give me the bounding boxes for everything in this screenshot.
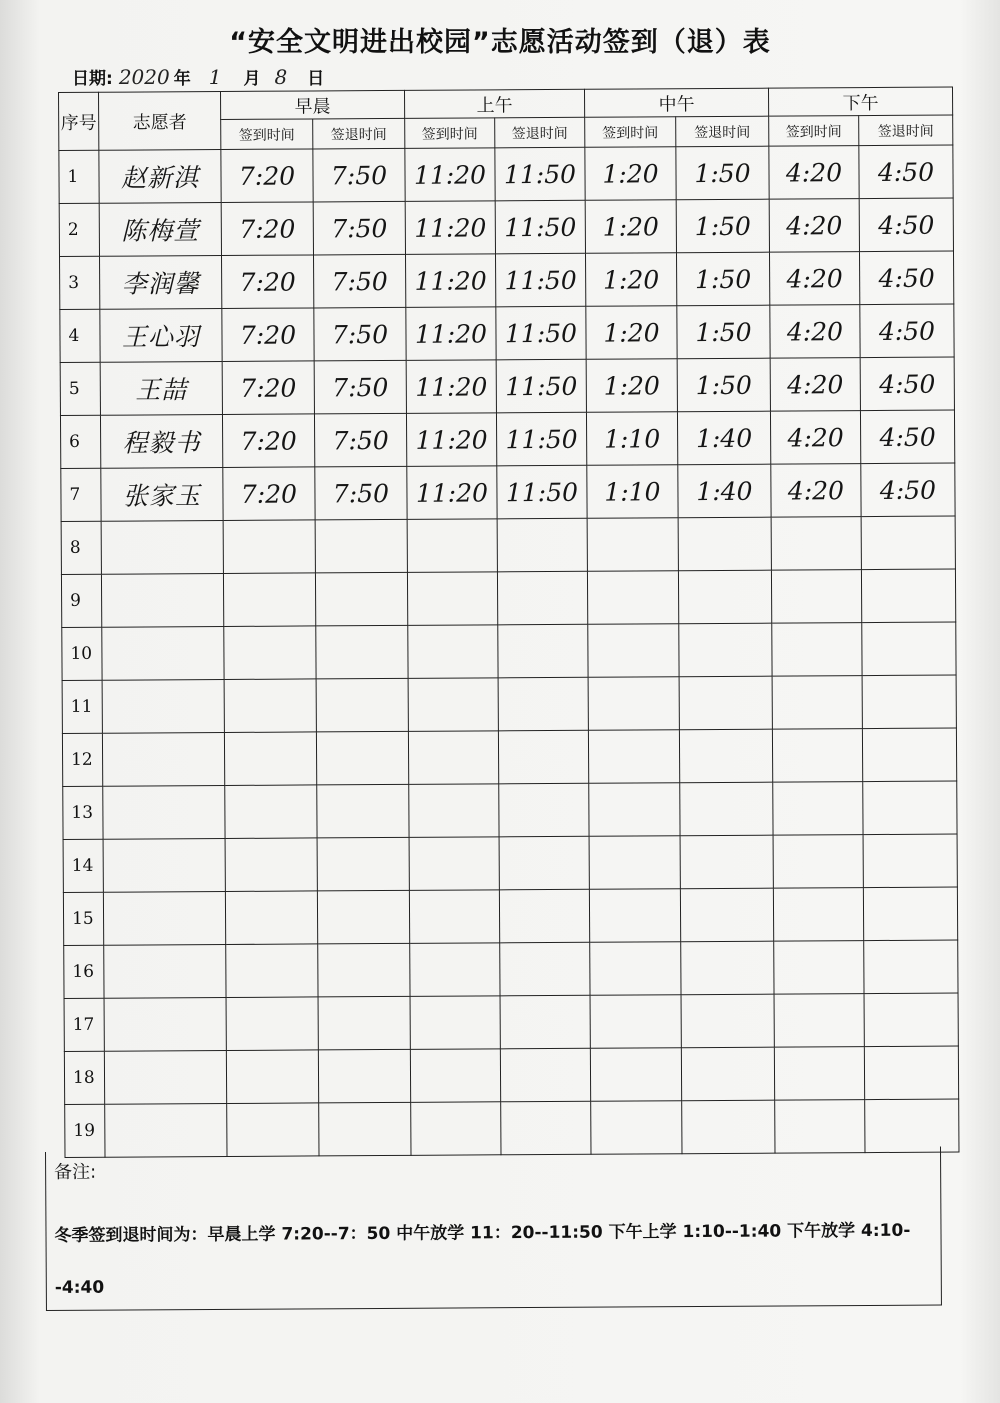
sign-out-time-cell — [864, 940, 958, 994]
sign-in-time-cell: 11:20 — [406, 360, 496, 414]
sign-in-time-cell — [409, 890, 499, 944]
sign-in-time-cell — [409, 784, 499, 838]
sign-in-time-cell: 11:20 — [406, 413, 496, 467]
volunteer-name: 张家玉 — [101, 468, 223, 522]
sign-in-time-cell: 4:20 — [770, 411, 860, 465]
sign-out-time-cell — [681, 994, 774, 1048]
sign-in-time-cell: 11:20 — [407, 466, 497, 520]
sign-in-time-cell: 7:20 — [221, 149, 313, 203]
header-volunteer: 志愿者 — [99, 92, 221, 151]
sign-out-time-cell — [863, 781, 957, 835]
sign-in-table — [58, 87, 959, 1158]
sign-out-time-cell: 7:50 — [314, 360, 406, 414]
date-day-value: 8 — [274, 65, 288, 89]
sign-in-time-cell — [589, 836, 680, 890]
row-number: 18 — [64, 1051, 104, 1104]
sign-in-time-cell: 1:10 — [586, 412, 677, 466]
sign-out-time-cell: 4:50 — [859, 145, 953, 199]
sign-in-time-cell — [590, 995, 681, 1049]
sign-in-time-cell: 7:20 — [222, 255, 314, 309]
sign-out-time-cell — [862, 622, 956, 676]
sign-out-time-cell: 1:50 — [677, 305, 770, 359]
sign-in-time-cell: 7:20 — [222, 361, 314, 415]
header-period-morning: 早晨 — [221, 90, 405, 119]
row-number: 19 — [65, 1104, 105, 1157]
row-number: 14 — [63, 839, 103, 892]
table-row — [63, 781, 957, 839]
header-sign-out: 签退时间 — [313, 118, 405, 149]
sign-out-time-cell: 4:50 — [861, 463, 955, 517]
header-sign-out: 签退时间 — [495, 117, 585, 148]
sign-out-time-cell: 1:40 — [678, 464, 771, 518]
table-row — [60, 304, 954, 362]
sign-in-time-cell: 11:20 — [405, 201, 495, 255]
sign-in-time-cell — [411, 1102, 501, 1156]
sign-in-time-cell — [410, 943, 500, 997]
table-header — [59, 87, 953, 150]
row-number: 6 — [60, 415, 100, 468]
sign-in-time-cell — [224, 732, 316, 786]
sign-in-time-cell — [771, 570, 861, 624]
sign-in-time-cell — [773, 835, 863, 889]
table-row — [60, 357, 954, 415]
sign-out-time-cell — [682, 1100, 775, 1154]
table-row — [61, 516, 955, 574]
sign-out-time-cell — [678, 517, 771, 571]
sign-in-time-cell — [224, 626, 316, 680]
volunteer-name — [104, 944, 226, 998]
sign-out-time-cell: 7:50 — [314, 307, 406, 361]
sign-out-time-cell — [861, 569, 955, 623]
sign-out-time-cell: 4:50 — [859, 198, 953, 252]
sign-in-time-cell — [775, 1100, 865, 1154]
sign-in-time-cell — [227, 1103, 319, 1157]
sign-out-time-cell — [679, 676, 772, 730]
table-row — [63, 834, 957, 892]
row-number: 1 — [59, 150, 99, 203]
sign-out-time-cell — [679, 623, 772, 677]
sign-out-time-cell: 7:50 — [313, 148, 405, 202]
table-row — [64, 993, 958, 1051]
sign-out-time-cell — [678, 570, 771, 624]
row-number: 12 — [62, 733, 102, 786]
table-row — [59, 198, 953, 256]
volunteer-name — [102, 732, 224, 786]
sign-out-time-cell: 11:50 — [496, 359, 586, 413]
sign-out-time-cell — [498, 624, 588, 678]
sign-out-time-cell — [680, 888, 773, 942]
sign-in-time-cell — [774, 941, 864, 995]
sign-in-time-cell — [588, 730, 679, 784]
sign-in-time-cell — [410, 1049, 500, 1103]
sign-in-time-cell — [408, 731, 498, 785]
sign-in-time-cell — [224, 679, 316, 733]
sign-out-time-cell — [316, 625, 408, 679]
sign-in-time-cell: 11:20 — [405, 148, 495, 202]
sign-out-time-cell — [680, 835, 773, 889]
notes-box — [45, 1147, 942, 1311]
sign-out-time-cell — [498, 730, 588, 784]
table-row — [60, 410, 954, 468]
volunteer-name: 李润馨 — [100, 256, 222, 310]
sign-out-time-cell: 7:50 — [314, 413, 406, 467]
volunteer-name — [104, 997, 226, 1051]
sign-out-time-cell — [317, 890, 409, 944]
sign-out-time-cell — [865, 1099, 959, 1153]
sign-out-time-cell: 1:50 — [676, 199, 769, 253]
header-sign-out: 签退时间 — [676, 116, 769, 147]
row-number: 2 — [59, 203, 99, 256]
sign-out-time-cell — [864, 1046, 958, 1100]
sign-in-time-cell — [588, 624, 679, 678]
sign-out-time-cell — [317, 837, 409, 891]
sign-in-time-cell — [772, 729, 862, 783]
sign-in-time-cell: 7:20 — [221, 202, 313, 256]
volunteer-name — [101, 520, 223, 574]
table-row — [61, 463, 955, 521]
header-sign-out: 签退时间 — [859, 115, 953, 146]
sign-in-time-cell: 11:20 — [406, 307, 496, 361]
sign-out-time-cell — [862, 675, 956, 729]
sign-out-time-cell — [317, 784, 409, 838]
sign-in-time-cell — [590, 942, 681, 996]
sign-out-time-cell — [681, 941, 774, 995]
sign-in-time-cell — [773, 782, 863, 836]
sign-in-time-cell — [223, 573, 315, 627]
sign-in-time-cell — [771, 517, 861, 571]
table-row — [61, 569, 955, 627]
sign-out-time-cell — [863, 887, 957, 941]
header-period-afternoon: 下午 — [768, 87, 952, 116]
table-body — [59, 145, 959, 1157]
table-row — [60, 251, 954, 309]
table-row — [62, 675, 956, 733]
sign-out-time-cell: 4:50 — [860, 410, 954, 464]
sign-in-time-cell — [774, 1047, 864, 1101]
sign-in-time-cell — [587, 571, 678, 625]
sign-out-time-cell — [315, 519, 407, 573]
volunteer-name: 王喆 — [100, 362, 222, 416]
sign-out-time-cell: 1:50 — [676, 252, 769, 306]
sign-out-time-cell — [500, 995, 590, 1049]
volunteer-name — [103, 891, 225, 945]
sign-out-time-cell — [497, 571, 587, 625]
sign-out-time-cell — [499, 889, 589, 943]
sign-in-time-cell — [225, 838, 317, 892]
sign-out-time-cell — [680, 782, 773, 836]
table-row — [63, 887, 957, 945]
sign-out-time-cell: 7:50 — [313, 201, 405, 255]
sign-out-time-cell: 4:50 — [860, 304, 954, 358]
sign-out-time-cell — [862, 728, 956, 782]
sign-out-time-cell — [861, 516, 955, 570]
table-row — [62, 622, 956, 680]
volunteer-name — [101, 573, 223, 627]
header-sign-in: 签到时间 — [585, 117, 676, 148]
sign-out-time-cell: 1:40 — [677, 411, 770, 465]
sign-out-time-cell — [500, 1048, 590, 1102]
sign-out-time-cell: 1:50 — [677, 358, 770, 412]
sign-out-time-cell: 4:50 — [859, 251, 953, 305]
sign-out-time-cell — [318, 996, 410, 1050]
row-number: 17 — [64, 998, 104, 1051]
sign-out-time-cell — [499, 783, 589, 837]
sign-in-time-cell — [772, 623, 862, 677]
row-number: 8 — [61, 521, 101, 574]
sign-in-time-cell — [408, 678, 498, 732]
sign-in-time-cell — [225, 891, 317, 945]
sign-out-time-cell — [316, 678, 408, 732]
sign-in-time-cell: 4:20 — [769, 252, 859, 306]
sign-out-time-cell — [501, 1101, 591, 1155]
sign-in-time-cell — [589, 889, 680, 943]
volunteer-name: 赵新淇 — [99, 150, 221, 204]
date-year-label: 年 — [173, 69, 191, 89]
sign-in-time-cell: 7:20 — [223, 467, 315, 521]
row-number: 10 — [62, 627, 102, 680]
notes-label: 备注: — [54, 1161, 97, 1183]
sign-out-time-cell: 11:50 — [495, 147, 585, 201]
sign-out-time-cell — [319, 1102, 411, 1156]
sign-out-time-cell — [863, 834, 957, 888]
sign-in-time-cell — [407, 519, 497, 573]
sign-in-time-cell: 4:20 — [769, 146, 859, 200]
date-line — [72, 64, 328, 89]
sign-in-time-cell — [225, 785, 317, 839]
row-number: 11 — [62, 680, 102, 733]
sign-in-time-cell: 4:20 — [771, 464, 861, 518]
notes-text: 冬季签到退时间为：早晨上学 7:20--7：50 中午放学 11：20--11:50 下午上学 1:10--1:40 下午放学 4:10--4:40 — [54, 1220, 911, 1298]
row-number: 4 — [60, 309, 100, 362]
sign-out-time-cell — [497, 518, 587, 572]
sign-out-time-cell: 7:50 — [315, 466, 407, 520]
sign-out-time-cell — [318, 1049, 410, 1103]
sign-in-time-cell — [587, 518, 678, 572]
header-period-noon: 中午 — [584, 88, 768, 117]
sign-in-time-cell — [773, 888, 863, 942]
sign-in-time-cell — [407, 572, 497, 626]
sign-out-time-cell — [500, 942, 590, 996]
sign-out-time-cell: 11:50 — [495, 200, 585, 254]
header-sign-in: 签到时间 — [769, 116, 859, 147]
volunteer-name: 陈梅萱 — [99, 203, 221, 257]
sign-in-time-cell — [772, 676, 862, 730]
row-number: 16 — [64, 945, 104, 998]
date-month-label: 月 — [243, 69, 261, 89]
date-label: 日期: — [72, 69, 113, 89]
sign-in-time-cell — [226, 944, 318, 998]
sign-out-time-cell — [864, 993, 958, 1047]
sign-in-time-cell — [410, 996, 500, 1050]
row-number: 15 — [63, 892, 103, 945]
sign-in-time-cell: 1:20 — [586, 306, 677, 360]
sign-in-time-cell: 1:20 — [585, 200, 676, 254]
page-title: “安全文明进出校园”志愿活动签到（退）表 — [229, 27, 771, 58]
sign-out-time-cell: 1:50 — [676, 146, 769, 200]
sign-out-time-cell — [498, 677, 588, 731]
sign-out-time-cell — [315, 572, 407, 626]
header-seq: 序号 — [59, 92, 99, 150]
volunteer-name: 程毅书 — [100, 415, 222, 469]
sign-in-time-cell — [226, 997, 318, 1051]
sign-out-time-cell: 7:50 — [314, 254, 406, 308]
volunteer-name: 王心羽 — [100, 309, 222, 363]
sign-out-time-cell — [316, 731, 408, 785]
sign-in-time-cell: 11:20 — [405, 254, 495, 308]
sign-out-time-cell: 11:50 — [497, 465, 587, 519]
date-year-value: 2020 — [118, 65, 170, 89]
volunteer-name — [104, 1050, 226, 1104]
sign-in-time-cell — [223, 520, 315, 574]
date-month-value: 1 — [208, 65, 222, 89]
sign-in-time-cell — [588, 677, 679, 731]
sign-in-time-cell — [226, 1050, 318, 1104]
sign-in-time-cell — [589, 783, 680, 837]
volunteer-name — [103, 785, 225, 839]
sign-out-time-cell: 4:50 — [860, 357, 954, 411]
sign-in-time-cell: 1:20 — [585, 147, 676, 201]
sign-in-time-cell: 4:20 — [769, 199, 859, 253]
header-sign-in: 签到时间 — [221, 119, 313, 150]
sign-out-time-cell: 11:50 — [496, 412, 586, 466]
volunteer-name — [102, 626, 224, 680]
sign-in-time-cell: 1:10 — [587, 465, 678, 519]
sign-in-time-cell: 4:20 — [770, 358, 860, 412]
sign-out-time-cell — [499, 836, 589, 890]
sign-out-time-cell: 11:50 — [495, 253, 585, 307]
sign-out-time-cell — [318, 943, 410, 997]
volunteer-name — [102, 679, 224, 733]
row-number: 13 — [63, 786, 103, 839]
sign-out-time-cell: 11:50 — [496, 306, 586, 360]
row-number: 3 — [60, 256, 100, 309]
sign-in-time-cell — [590, 1048, 681, 1102]
volunteer-name — [103, 838, 225, 892]
header-sign-in: 签到时间 — [405, 118, 495, 149]
sign-in-time-cell — [774, 994, 864, 1048]
sign-out-time-cell — [681, 1047, 774, 1101]
date-day-label: 日 — [307, 69, 325, 89]
sign-in-time-cell: 7:20 — [222, 308, 314, 362]
sign-in-time-cell — [409, 837, 499, 891]
sign-in-time-cell: 4:20 — [770, 305, 860, 359]
row-number: 7 — [61, 468, 101, 521]
sign-in-time-cell: 7:20 — [222, 414, 314, 468]
table-row — [59, 145, 953, 203]
volunteer-name — [105, 1103, 227, 1157]
row-number: 5 — [60, 362, 100, 415]
row-number: 9 — [61, 574, 101, 627]
table-row — [64, 940, 958, 998]
sign-out-time-cell — [679, 729, 772, 783]
sign-in-time-cell — [591, 1101, 682, 1155]
table-row — [62, 728, 956, 786]
table-row — [64, 1046, 958, 1104]
header-period-forenoon: 上午 — [404, 89, 584, 118]
sign-in-time-cell: 1:20 — [585, 253, 676, 307]
sign-in-time-cell: 1:20 — [586, 359, 677, 413]
sign-in-time-cell — [408, 625, 498, 679]
